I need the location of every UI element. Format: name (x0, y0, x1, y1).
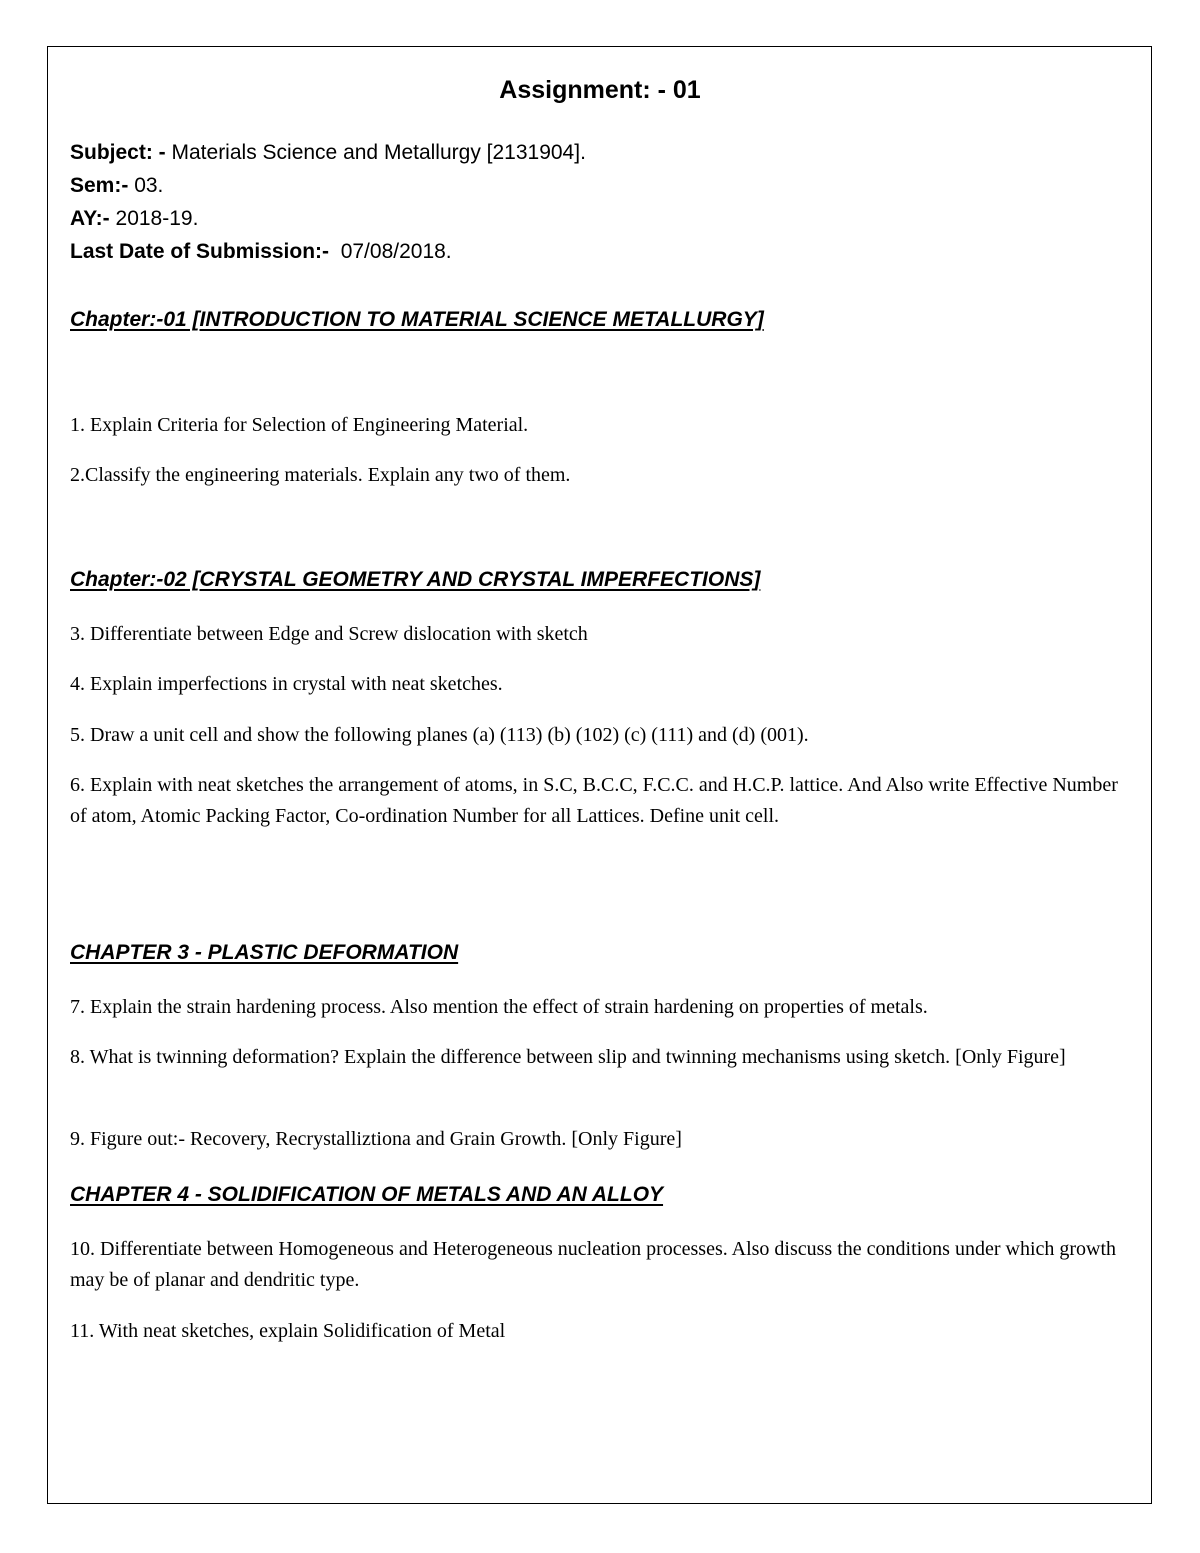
chapter-heading: Chapter:-01 [INTRODUCTION TO MATERIAL SCIENCE METALLURGY] (70, 308, 764, 331)
question-item: 9. Figure out:- Recovery, Recrystalliztiona and Grain Growth. [Only Figure] (70, 1128, 682, 1150)
subject-value: Materials Science and Metallurgy [2131904]. (165, 141, 586, 164)
chapter-heading: CHAPTER 3 - PLASTIC DEFORMATION (70, 941, 459, 964)
sem-value: 03. (128, 174, 164, 197)
question-item: 8. What is twinning deformation? Explain the difference between slip and twinning mechanisms using sketch. [Only Figure] (70, 1046, 1066, 1068)
question-item: 11. With neat sketches, explain Solidification of Metal (70, 1320, 506, 1342)
question-item: 6. Explain with neat sketches the arrangement of atoms, in S.C, B.C.C, F.C.C. and H.C.P. lattice. And Also write Effective Number of atom, Atomic Packing Factor, Co-ordination Number for all Lattices. Define unit cell. (70, 774, 1118, 827)
question-item: 5. Draw a unit cell and show the following planes (a) (113) (b) (102) (c) (111) and (d) (001). (70, 724, 809, 746)
assignment-title: Assignment: - 01 (499, 76, 701, 104)
submission-date-value: 07/08/2018. (329, 240, 452, 263)
question-item: 2.Classify the engineering materials. Explain any two of them. (70, 464, 571, 486)
ay-label: AY:- (70, 207, 110, 230)
submission-date-line (70, 240, 452, 264)
submission-date-label: Last Date of Submission:- (70, 240, 330, 263)
question-item: 7. Explain the strain hardening process. Also mention the effect of strain hardening on properties of metals. (70, 996, 928, 1018)
ay-value: 2018-19. (109, 207, 199, 230)
chapter-heading: CHAPTER 4 - SOLIDIFICATION OF METALS AND AN ALLOY (70, 1183, 664, 1206)
question-item: 4. Explain imperfections in crystal with neat sketches. (70, 673, 503, 695)
subject-line (70, 141, 586, 165)
subject-label: Subject: - (70, 141, 166, 164)
question-item: 1. Explain Criteria for Selection of Engineering Material. (70, 414, 529, 436)
sem-line (70, 174, 163, 198)
question-item: 3. Differentiate between Edge and Screw dislocation with sketch (70, 623, 588, 645)
ay-line (70, 207, 198, 231)
sem-label: Sem:- (70, 174, 129, 197)
chapter-heading: Chapter:-02 [CRYSTAL GEOMETRY AND CRYSTAL IMPERFECTIONS] (70, 568, 761, 591)
question-item: 10. Differentiate between Homogeneous and Heterogeneous nucleation processes. Also discuss the conditions under which growth may be of planar and dendritic type. (70, 1238, 1117, 1291)
